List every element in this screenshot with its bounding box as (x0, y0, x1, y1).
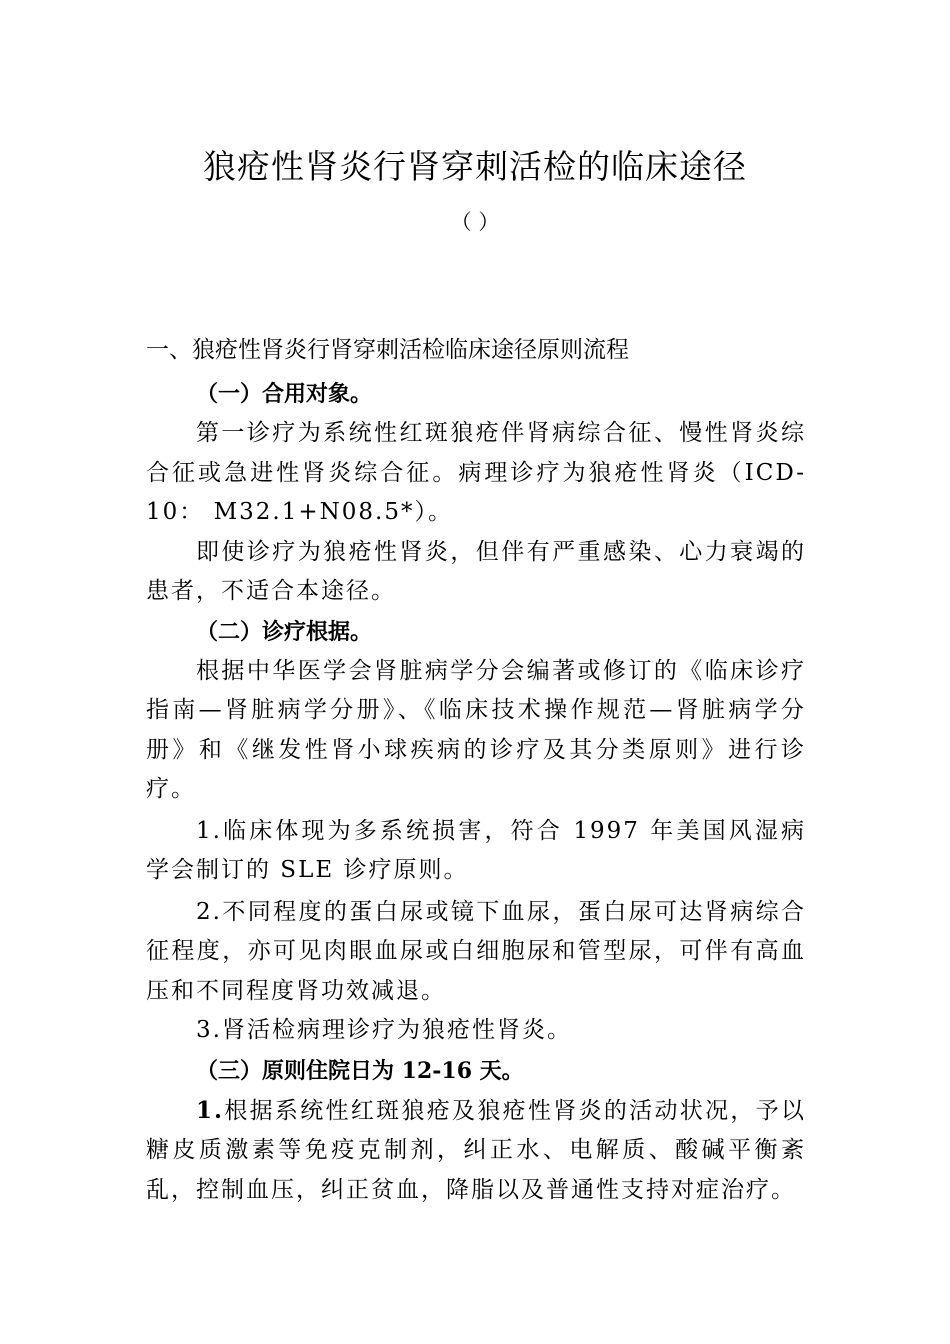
item-text: 根据系统性红斑狼疮及狼疮性肾炎的活动状况，予以糖皮质激素等免疫克制剂，纠正水、电解质、酸碱平衡紊乱，控制血压，纠正贫血，降脂以及普通性支持对症治疗。 (146, 1097, 806, 1203)
subsection-heading-scope: （一）合用对象。 (196, 381, 373, 407)
paragraph-scope-exclusion: 即使诊疗为狼疮性肾炎，但伴有严重感染、心力衰竭的患者，不适合本途径。 (146, 538, 806, 604)
document-subtitle: （ ） (450, 210, 500, 234)
subsection-heading-stay: （三）原则住院日为 12-16 天。 (196, 1057, 524, 1084)
item-number: 1. (196, 1096, 225, 1124)
paragraph-basis-guidelines: 根据中华医学会肾脏病学分会编著或修订的《临床诊疗指南—肾脏病学分册》、《临床技术操作规范—肾脏病学分册》和《继发性肾小球疾病的诊疗及其分类原则》进行诊疗。 (146, 657, 806, 802)
paragraph-stay-item-1 (146, 1091, 806, 1211)
section-heading-1: 一、狼疮性肾炎行肾穿刺活检临床途径原则流程 (146, 337, 629, 363)
document-title: 狼疮性肾炎行肾穿刺活检的临床途径 (203, 147, 747, 186)
document-body (146, 330, 806, 1210)
paragraph-scope-diagnosis: 第一诊疗为系统性红斑狼疮伴肾病综合征、慢性肾炎综合征或急进性肾炎综合征。病理诊疗为狼疮性肾炎（ICD-10： M32.1+N08.5*）。 (146, 420, 806, 525)
subsection-heading-basis: （二）诊疗根据。 (196, 618, 373, 645)
paragraph-basis-item-3: 3.肾活检病理诊疗为狼疮性肾炎。 (196, 1017, 572, 1043)
paragraph-basis-item-1: 1.临床体现为多系统损害，符合 1997 年美国风湿病学会制订的 SLE 诊疗原则。 (146, 817, 806, 883)
paragraph-basis-item-2: 2.不同程度的蛋白尿或镜下血尿，蛋白尿可达肾病综合征程度，亦可见肉眼血尿或白细胞尿和管型尿，可伴有高血压和不同程度肾功效减退。 (146, 898, 806, 1004)
